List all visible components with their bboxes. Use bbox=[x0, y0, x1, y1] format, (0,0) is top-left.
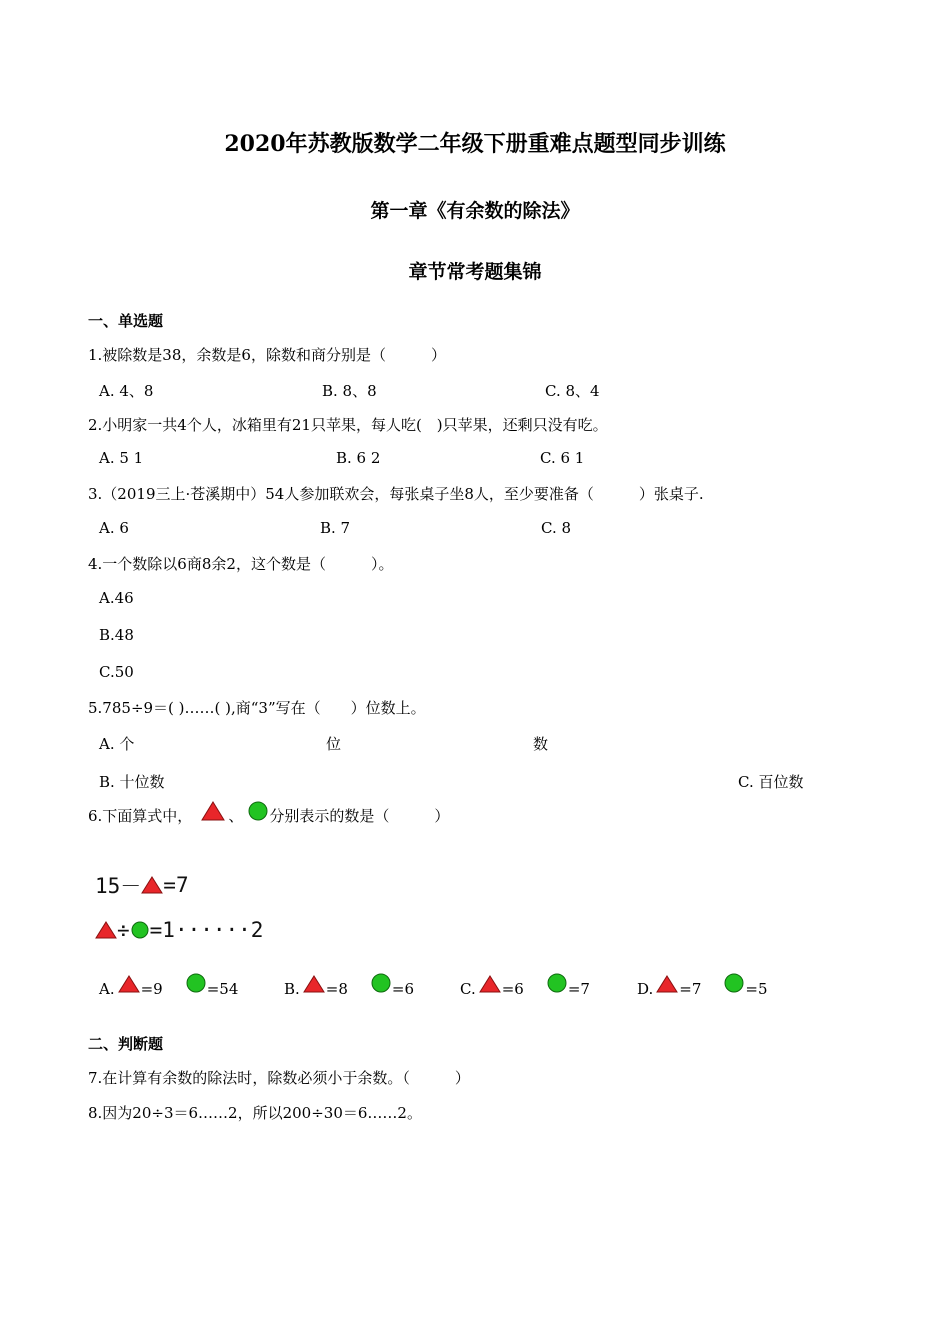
q6-option-d-triangle-value: =7 bbox=[679, 980, 702, 998]
section-heading-true-false: 二、判断题 bbox=[88, 1035, 164, 1053]
question-8: 8.因为20÷3＝6……2，所以200÷30＝6……2。 bbox=[88, 1104, 422, 1122]
q6-option-d-label: D. bbox=[637, 980, 654, 998]
q4-option-a[interactable]: A.46 bbox=[99, 589, 134, 607]
circle-icon bbox=[723, 972, 745, 994]
chapter-title: 第一章《有余数的除法》 bbox=[370, 200, 580, 222]
q3-option-a[interactable]: A. 6 bbox=[99, 519, 129, 537]
q2-option-b[interactable]: B. 6 2 bbox=[336, 449, 381, 467]
q6-option-a-circle-value: =54 bbox=[206, 980, 239, 998]
triangle-icon bbox=[200, 800, 226, 822]
q1-option-a[interactable]: A. 4、8 bbox=[99, 382, 154, 400]
question-1: 1.被除数是38，余数是6，除数和商分别是（ ） bbox=[88, 346, 446, 364]
circle-icon bbox=[130, 920, 150, 940]
q5-option-a-part2: 位 bbox=[326, 735, 342, 753]
question-5: 5.785÷9＝( )……( ),商“3”写在（ ）位数上。 bbox=[88, 699, 426, 717]
q5-option-a[interactable]: A. 个 bbox=[99, 735, 135, 753]
q6-option-c-triangle-value: =6 bbox=[501, 980, 524, 998]
q6-equation-1 bbox=[95, 870, 189, 900]
document-title: 2020年苏教版数学二年级下册重难点题型同步训练 bbox=[224, 131, 726, 157]
q6-text-after: 分别表示的数是（ ） bbox=[269, 807, 450, 825]
q6-option-d[interactable] bbox=[637, 972, 768, 1000]
q6-option-d-circle-value: =5 bbox=[745, 980, 768, 998]
q6-equation-2 bbox=[95, 918, 263, 942]
circle-icon bbox=[370, 972, 392, 994]
circle-icon bbox=[247, 800, 269, 822]
q6-option-c[interactable] bbox=[460, 972, 590, 1000]
q1-option-b[interactable]: B. 8、8 bbox=[322, 382, 377, 400]
triangle-icon bbox=[478, 974, 502, 994]
section-heading-single-choice: 一、单选题 bbox=[88, 312, 164, 330]
q6-option-c-label: C. bbox=[460, 980, 476, 998]
q6-option-b-label: B. bbox=[284, 980, 300, 998]
question-7: 7.在计算有余数的除法时，除数必须小于余数。（ ） bbox=[88, 1069, 470, 1087]
triangle-icon bbox=[95, 920, 117, 940]
q4-option-c[interactable]: C.50 bbox=[99, 663, 134, 681]
circle-icon bbox=[546, 972, 568, 994]
equation-1-left: 15－ bbox=[95, 874, 142, 898]
q5-option-b[interactable]: B. 十位数 bbox=[99, 773, 165, 791]
q3-option-c[interactable]: C. 8 bbox=[541, 519, 572, 537]
q5-option-c[interactable]: C. 百位数 bbox=[738, 773, 804, 791]
q1-option-c[interactable]: C. 8、4 bbox=[545, 382, 600, 400]
q6-text-before: 6.下面算式中， bbox=[88, 807, 193, 825]
q6-option-a-triangle-value: =9 bbox=[140, 980, 163, 998]
triangle-icon bbox=[655, 974, 679, 994]
equation-2-divide: ÷ bbox=[117, 918, 130, 942]
question-3: 3.（2019三上·苍溪期中）54人参加联欢会，每张桌子坐8人，至少要准备（ ）张桌子. bbox=[88, 485, 704, 503]
triangle-icon bbox=[117, 974, 141, 994]
q2-option-a[interactable]: A. 5 1 bbox=[99, 449, 144, 467]
equation-2-right: =1······2 bbox=[149, 918, 264, 942]
triangle-icon bbox=[141, 875, 163, 895]
q2-option-c[interactable]: C. 6 1 bbox=[540, 449, 585, 467]
q3-option-b[interactable]: B. 7 bbox=[320, 519, 351, 537]
question-2: 2.小明家一共4个人，冰箱里有21只苹果，每人吃( )只苹果，还剩只没有吃。 bbox=[88, 416, 608, 434]
q6-separator: 、 bbox=[228, 807, 244, 825]
q4-option-b[interactable]: B.48 bbox=[99, 626, 134, 644]
q6-option-b-circle-value: =6 bbox=[391, 980, 415, 998]
question-6 bbox=[88, 805, 449, 826]
subtitle: 章节常考题集锦 bbox=[408, 261, 542, 283]
circle-icon bbox=[185, 972, 207, 994]
q6-option-b-triangle-value: =8 bbox=[325, 980, 348, 998]
triangle-icon bbox=[302, 974, 326, 994]
q6-option-a[interactable] bbox=[99, 972, 238, 1000]
q6-option-a-label: A. bbox=[99, 980, 115, 998]
question-4: 4.一个数除以6商8余2，这个数是（ ）。 bbox=[88, 555, 394, 573]
q6-option-c-circle-value: =7 bbox=[567, 980, 590, 998]
equation-1-right: =7 bbox=[163, 873, 189, 897]
q5-option-a-part3: 数 bbox=[533, 735, 549, 753]
q6-option-b[interactable] bbox=[284, 972, 414, 1000]
